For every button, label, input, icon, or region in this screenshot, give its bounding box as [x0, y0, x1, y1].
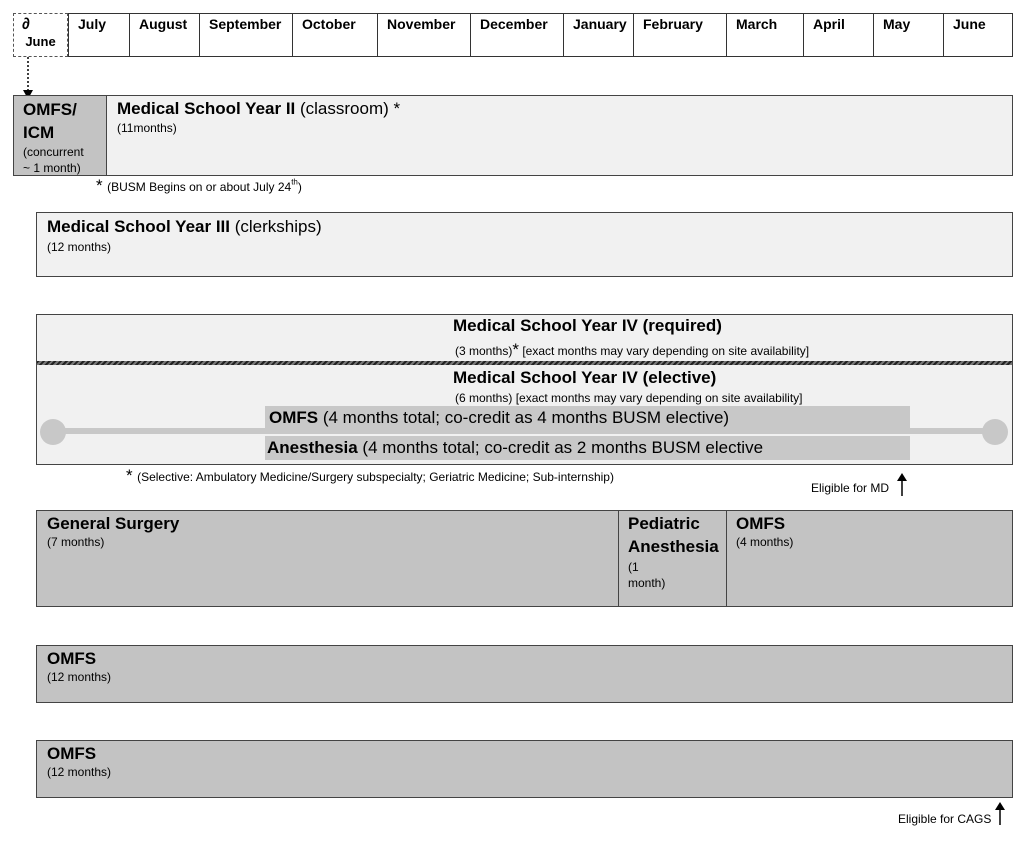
month-cell-april — [804, 13, 874, 57]
omfs-year-title: OMFS — [47, 744, 97, 763]
year-three-block — [36, 212, 1013, 277]
month-cell-june-start — [13, 13, 68, 57]
omfs-year-block-2 — [36, 740, 1013, 798]
busm-footnote — [96, 176, 302, 196]
month-cell-february — [634, 13, 727, 57]
year-three-duration: (12 months) — [47, 240, 112, 254]
footnote-text: (BUSM Begins on or about July 24 — [107, 180, 292, 194]
year-two-title: Medical School Year II — [117, 99, 296, 118]
month-label: December — [480, 16, 548, 32]
eligible-cags-label: Eligible for CAGS — [898, 812, 992, 826]
month-label: November — [387, 16, 456, 32]
anesthesia-elective-title: Anesthesia — [267, 438, 358, 457]
year-four-elective-title: Medical School Year IV (elective) — [453, 368, 717, 387]
month-label: June — [953, 16, 986, 32]
selective-star: * — [126, 466, 133, 485]
footnote-close: ) — [297, 180, 302, 194]
year-four-elective-sub — [455, 391, 803, 405]
hatched-divider — [37, 361, 1012, 365]
month-cell-august — [130, 13, 200, 57]
month-label: June — [25, 34, 56, 49]
year-four-required-title: Medical School Year IV (required) — [453, 316, 722, 335]
required-note: [exact months may vary depending on site availability] — [518, 344, 810, 358]
omfs-icm-sub-line2: ~ 1 month) — [23, 161, 81, 175]
pediatric-anesthesia-title-line2: Anesthesia — [628, 537, 719, 556]
timeline-end-knob — [982, 419, 1008, 445]
elective-note: [exact months may vary depending on site availability] — [512, 391, 803, 405]
year-three-title: Medical School Year III — [47, 217, 230, 236]
month-cell-may — [874, 13, 944, 57]
required-star: * — [512, 340, 519, 359]
year-two-block — [106, 95, 1013, 176]
up-arrow-icon — [994, 802, 1006, 826]
omfs-year-duration: (12 months) — [47, 765, 112, 779]
omfs-four-month-block — [726, 510, 1013, 607]
pediatric-anesthesia-block — [618, 510, 727, 607]
month-label: April — [813, 16, 845, 32]
selective-text: (Selective: Ambulatory Medicine/Surgery subspecialty; Geriatric Medicine; Sub-internship) — [137, 470, 614, 484]
omfs-four-month-duration: (4 months) — [736, 535, 794, 549]
year-four-required-sub — [455, 340, 809, 360]
omfs-icm-title-line2: ICM — [23, 123, 55, 142]
year-two-title-rest: (classroom) * — [295, 99, 401, 118]
year-three-title-rest: (clerkships) — [229, 217, 322, 236]
omfs-icm-block — [13, 95, 107, 176]
year-two-duration: (11months) — [117, 121, 177, 135]
month-cell-december — [471, 13, 564, 57]
omfs-elective-title: OMFS — [269, 408, 319, 427]
omfs-icm-title-line1: OMFS/ — [23, 100, 77, 119]
month-label: January — [573, 16, 627, 32]
footnote-sup: th — [291, 177, 298, 187]
month-cell-march — [727, 13, 804, 57]
month-label: July — [78, 16, 107, 32]
elective-duration: (6 months) — [455, 391, 513, 405]
general-surgery-block — [36, 510, 619, 607]
omfs-year-duration: (12 months) — [47, 670, 112, 684]
omfs-icm-sub-line1: (concurrent — [23, 145, 84, 159]
omfs-elective-band — [265, 406, 910, 430]
required-duration: (3 months) — [455, 344, 513, 358]
footnote-star: * — [96, 176, 103, 195]
omfs-four-month-title: OMFS — [736, 514, 786, 533]
pediatric-anesthesia-sub-line2: month) — [628, 576, 666, 590]
month-cell-october — [293, 13, 378, 57]
pediatric-anesthesia-sub-line1: (1 — [628, 560, 639, 574]
up-arrow-icon — [896, 473, 908, 497]
eligible-md-label: Eligible for MD — [811, 481, 890, 495]
month-label: March — [736, 16, 778, 32]
month-cell-july — [68, 13, 130, 57]
month-label: August — [139, 16, 188, 32]
month-label: September — [209, 16, 282, 32]
month-label: February — [643, 16, 703, 32]
month-cell-november — [378, 13, 471, 57]
omfs-year-title: OMFS — [47, 649, 97, 668]
general-surgery-duration: (7 months) — [47, 535, 105, 549]
anesthesia-elective-band — [265, 436, 910, 460]
timeline-start-knob — [40, 419, 66, 445]
anesthesia-elective-rest: (4 months total; co-credit as 2 months BUSM elective — [357, 438, 764, 457]
delta-symbol: ∂ — [22, 16, 30, 33]
pediatric-anesthesia-title-line1: Pediatric — [628, 514, 700, 533]
month-cell-september — [200, 13, 293, 57]
month-cell-january — [564, 13, 634, 57]
omfs-elective-rest: (4 months total; co-credit as 4 months BUSM elective) — [318, 408, 730, 427]
month-cell-june-end — [944, 13, 1013, 57]
month-label: October — [302, 16, 356, 32]
selective-footnote — [126, 466, 614, 486]
omfs-year-block-1 — [36, 645, 1013, 703]
month-label: May — [883, 16, 911, 32]
general-surgery-title: General Surgery — [47, 514, 180, 533]
